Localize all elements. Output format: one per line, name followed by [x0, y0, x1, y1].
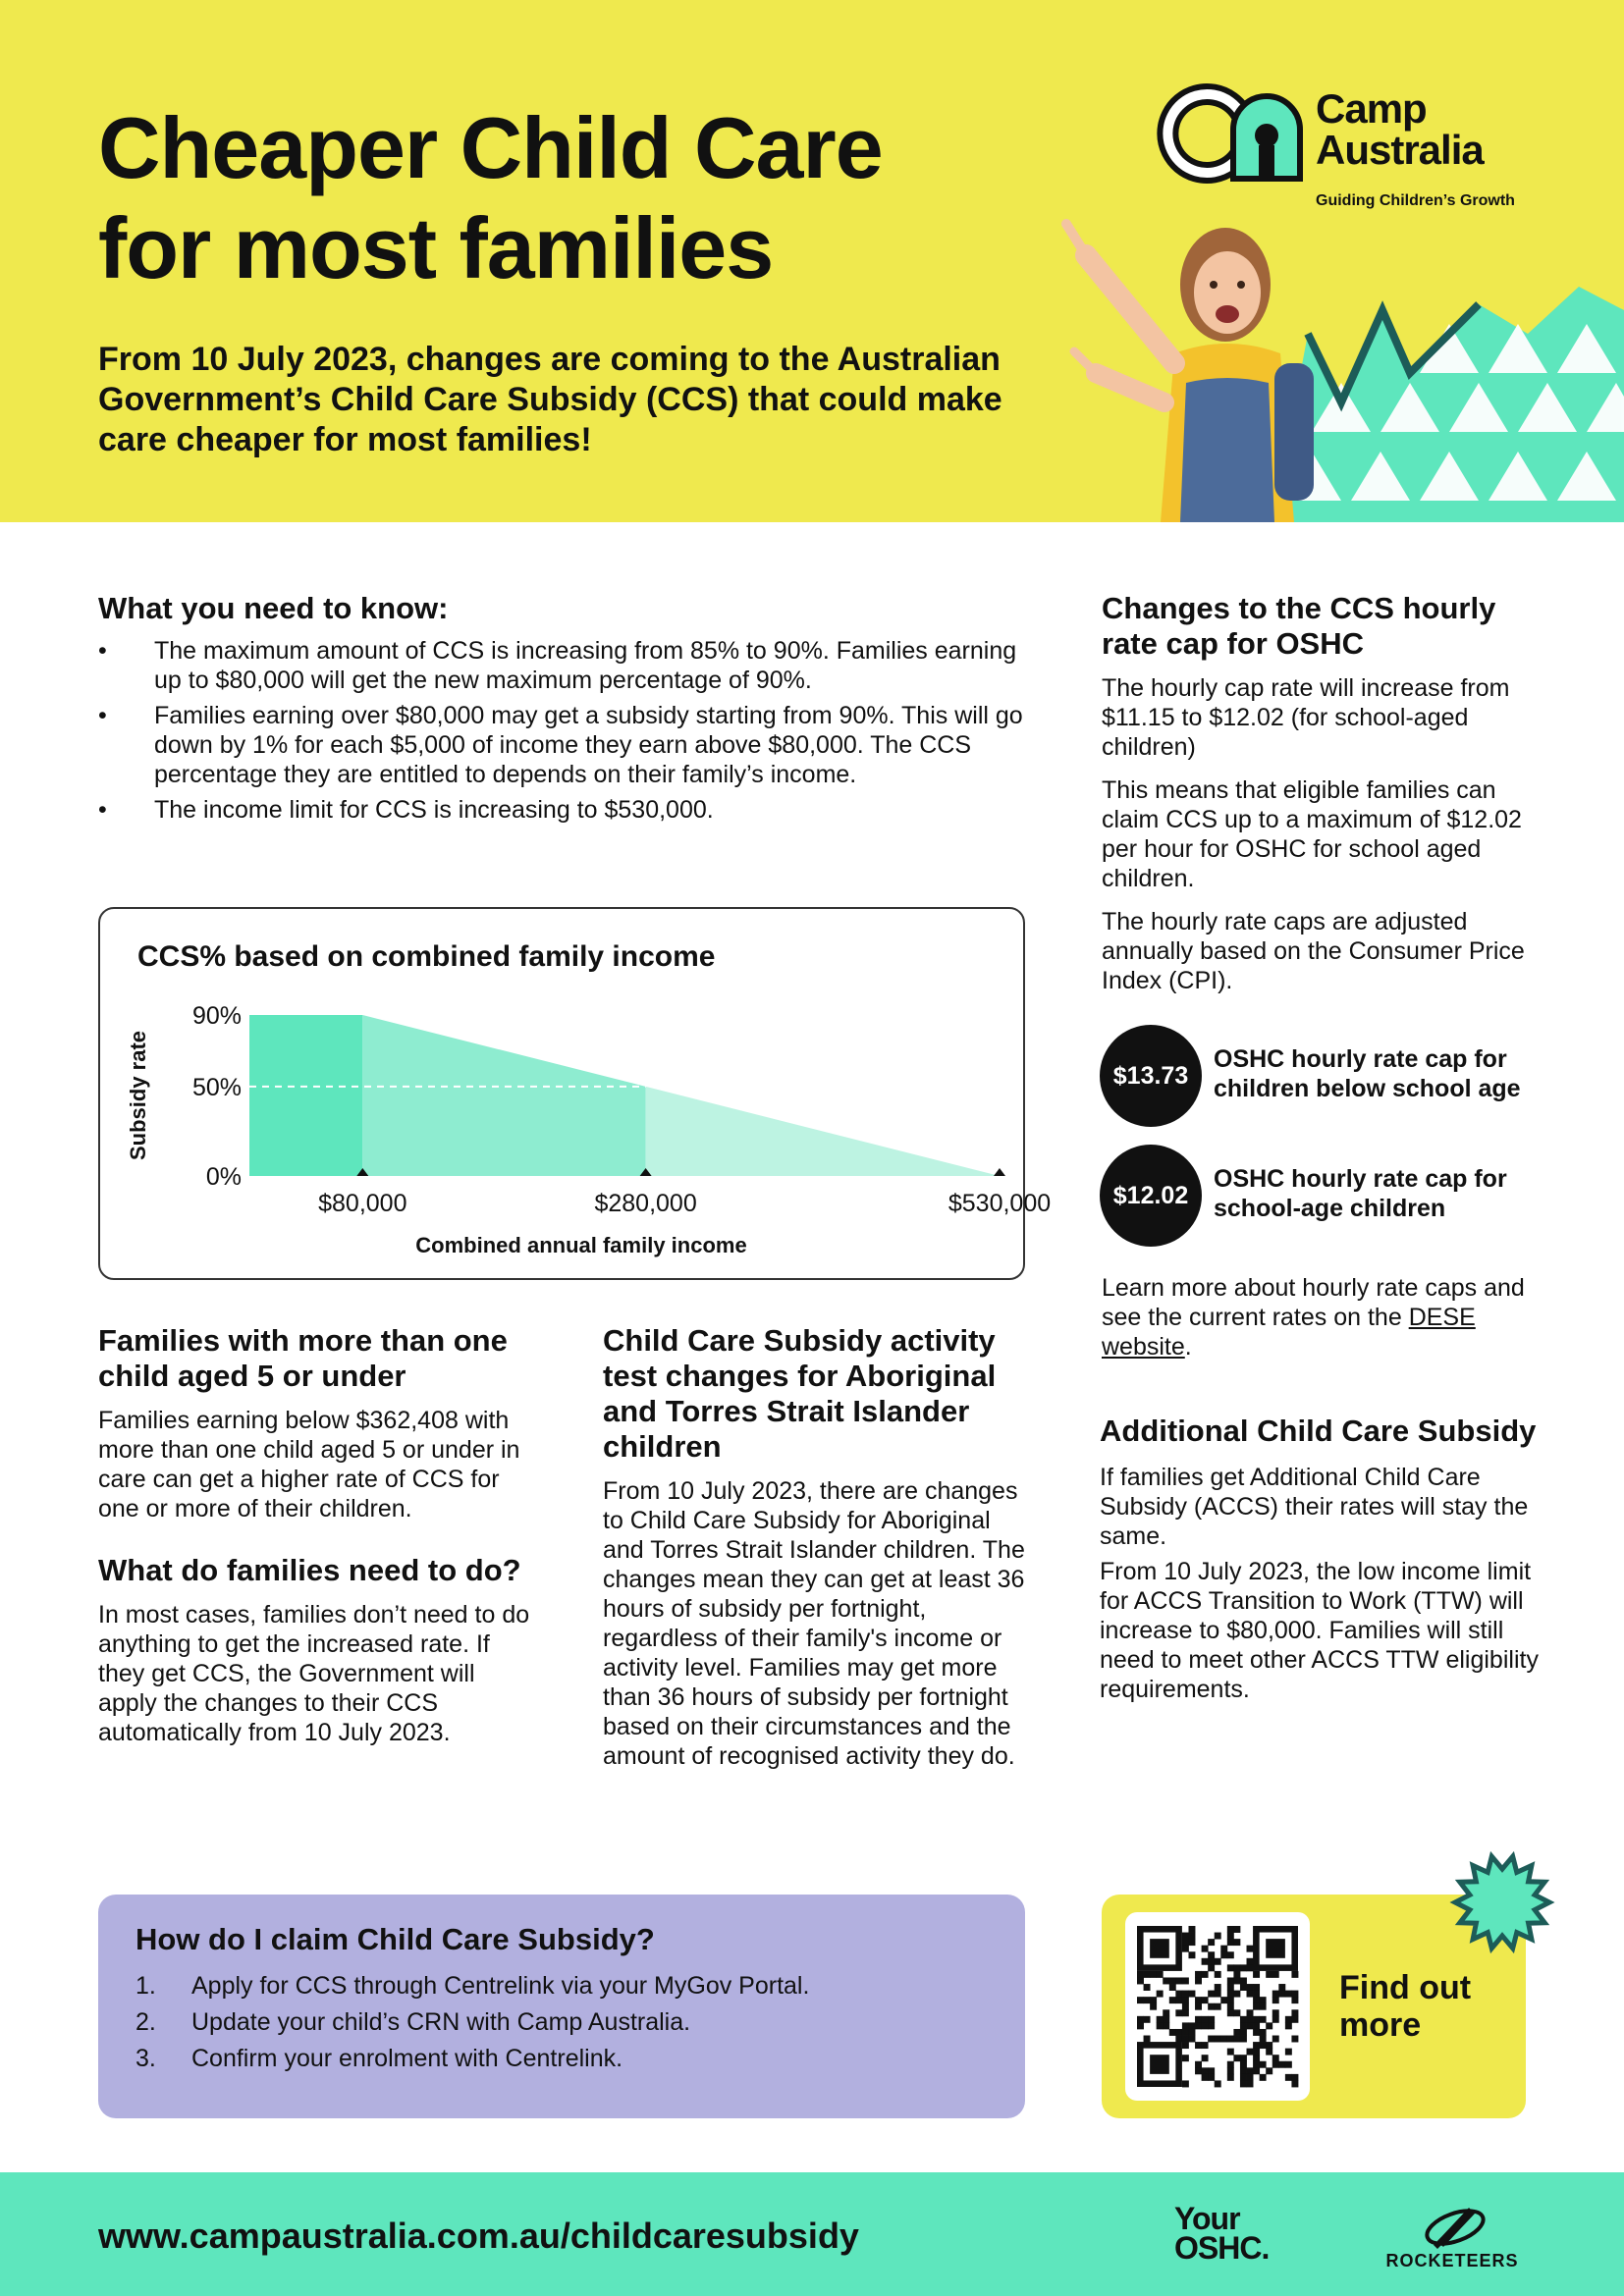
qr-code-icon[interactable]: [1137, 1926, 1298, 2087]
find-out-more-label: Find out more: [1339, 1969, 1472, 2044]
learn-more-text: [1102, 1273, 1543, 1362]
accs-heading: Additional Child Care Subsidy: [1100, 1414, 1537, 1448]
logo-word-camp: Camp: [1316, 85, 1427, 132]
intro-text: From 10 July 2023, changes are coming to the Australian Government’s Child Care Subsidy (CCS) that could make care cheaper for most families!: [98, 341, 1002, 458]
camp-australia-logo[interactable]: [1164, 84, 1538, 218]
rocketeers-wordmark: ROCKETEERS: [1385, 2251, 1519, 2270]
what-to-do-heading: What do families need to do?: [98, 1553, 521, 1587]
rate-cap-heading: Changes to the CCS hourly rate cap for OSHC: [1102, 591, 1496, 661]
dese-website-link[interactable]: DESE website: [1102, 1304, 1476, 1361]
claim-step: [135, 1971, 988, 2001]
rate-cap-text-1: The hourly cap rate will increase from $11.15 to $12.02 (for school-aged children): [1102, 674, 1510, 761]
camp-australia-logo-mark-icon: [1164, 84, 1312, 183]
chart-x-tick-label: $80,000: [318, 1190, 407, 1217]
claim-step: [135, 2007, 988, 2037]
rate-cap-below-school-age: [1100, 1025, 1571, 1127]
know-list: [98, 636, 1031, 825]
claim-steps: [135, 1971, 988, 2073]
claim-heading: How do I claim Child Care Subsidy?: [135, 1922, 655, 1956]
activity-test-section: [603, 1323, 1035, 1771]
claim-step-number: 3.: [135, 2045, 156, 2072]
chart-x-tick-marker: [994, 1168, 1005, 1176]
starburst-icon: [1451, 1851, 1553, 1953]
know-bullet-1: • The maximum amount of CCS is increasing from 85% to 90%. Families earning up to $80,000 will get the new maximum percentage of 90%.: [98, 636, 1031, 695]
your-oshc-line-1: Your: [1174, 2201, 1240, 2236]
logo-word-australia: Australia: [1316, 127, 1484, 173]
know-bullet-2: • Families earning over $80,000 may get a subsidy starting from 90%. This will go down by 1% for each $5,000 of income they earn above $80,000. The CCS percentage they are entitled to depends on their family’s income.: [98, 701, 1031, 789]
rate-label: OSHC hourly rate cap for children below school age: [1214, 1045, 1521, 1102]
footer-website-link[interactable]: www.campaustralia.com.au/childcaresubsidy: [98, 2216, 859, 2256]
title-line-1: Cheaper Child Care: [98, 99, 883, 196]
what-you-need-to-know: [98, 591, 1031, 830]
rate-label: OSHC hourly rate cap for school-age children: [1214, 1165, 1507, 1222]
header-banner: [0, 0, 1624, 522]
child-photo: [1017, 216, 1624, 522]
learn-more-prefix: Learn more about hourly rate caps and see the current rates on the: [1102, 1274, 1525, 1331]
chart-y-tick-label: 50%: [191, 1073, 242, 1101]
rate-cap-school-age: [1100, 1145, 1571, 1247]
chart-y-tick-label: 90%: [191, 1002, 242, 1030]
chart-area-band-2: [362, 1015, 645, 1176]
rate-cap-text-3: The hourly rate caps are adjusted annually based on the Consumer Price Index (CPI).: [1102, 908, 1525, 994]
title-line-2: for most families: [98, 199, 774, 296]
claim-step-text: Confirm your enrolment with Centrelink.: [191, 2045, 623, 2072]
ccs-chart: [98, 907, 1052, 1280]
triangle-pattern: [1272, 287, 1624, 522]
your-oshc-line-2: OSHC.: [1174, 2230, 1270, 2266]
know-bullet-3: • The income limit for CCS is increasing to $530,000.: [98, 795, 1031, 825]
know-heading: What you need to know:: [98, 591, 449, 625]
families-section: [98, 1323, 530, 1747]
rocket-icon: [1369, 2198, 1536, 2253]
claim-step: [135, 2044, 988, 2073]
multiple-children-heading: Families with more than one child aged 5 or under: [98, 1323, 508, 1393]
rocketeers-logo: [1369, 2198, 1536, 2276]
chart-x-axis-label: Combined annual family income: [415, 1233, 747, 1257]
chart-title: CCS% based on combined family income: [137, 940, 716, 973]
chart-y-axis-label: Subsidy rate: [126, 1030, 150, 1161]
accs-text-2: From 10 July 2023, the low income limit for ACCS Transition to Work (TTW) will increase to $80,000. Families will still need to meet other ACCS TTW eligibility requirements.: [1100, 1558, 1539, 1703]
rate-value-badge: $13.73: [1100, 1025, 1202, 1127]
learn-more-suffix: .: [1184, 1333, 1192, 1361]
footer: [0, 2172, 1624, 2296]
activity-test-text: From 10 July 2023, there are changes to Child Care Subsidy for Aboriginal and Torres Strait Islander children. The changes mean they can get at least 36 hours of subsidy per fortnight, regardless of their family's income or activity level. Families may get more than 36 hours of subsidy per fortnight based on their circumstances and the amount of recognised activity they do.: [603, 1477, 1025, 1770]
rate-cap-text-2: This means that eligible families can claim CCS up to a maximum of $12.02 per hour for OSHC for school aged children.: [1102, 776, 1522, 892]
child-figure: [1066, 224, 1314, 522]
chart-plot: [100, 909, 1052, 1282]
claim-step-number: 2.: [135, 2008, 156, 2036]
chart-area-band-1: [249, 1015, 362, 1176]
logo-wordmark: [1316, 85, 1484, 173]
claim-step-text: Apply for CCS through Centrelink via your MyGov Portal.: [191, 1972, 810, 2000]
claim-step-text: Update your child’s CRN with Camp Australia.: [191, 2008, 691, 2036]
what-to-do-text: In most cases, families don’t need to do anything to get the increased rate. If they get CCS, the Government will apply the changes to their CCS automatically from 10 July 2023.: [98, 1601, 530, 1746]
chart-y-tick-label: 0%: [205, 1163, 242, 1191]
activity-test-heading: Child Care Subsidy activity test changes for Aboriginal and Torres Strait Islander children: [603, 1323, 997, 1464]
claim-step-number: 1.: [135, 1972, 156, 2000]
multiple-children-text: Families earning below $362,408 with more than one child aged 5 or under in care can get a higher rate of CCS for one or more of their children.: [98, 1407, 520, 1522]
hourly-rate-cap-section: [1102, 591, 1534, 1009]
chart-x-tick-label: $530,000: [947, 1190, 1052, 1217]
chart-x-tick-label: $280,000: [594, 1190, 697, 1217]
chart-area-band-3: [646, 1087, 1000, 1176]
accs-text-1: If families get Additional Child Care Subsidy (ACCS) their rates will stay the same.: [1100, 1464, 1529, 1550]
logo-tagline: Guiding Children’s Growth: [1316, 192, 1515, 209]
page-title: [98, 98, 1060, 298]
rate-value-badge: $12.02: [1100, 1145, 1202, 1247]
how-to-claim-box: [98, 1895, 1025, 2118]
additional-ccs-section: [1100, 1414, 1542, 1710]
your-oshc-logo: [1174, 2201, 1270, 2266]
